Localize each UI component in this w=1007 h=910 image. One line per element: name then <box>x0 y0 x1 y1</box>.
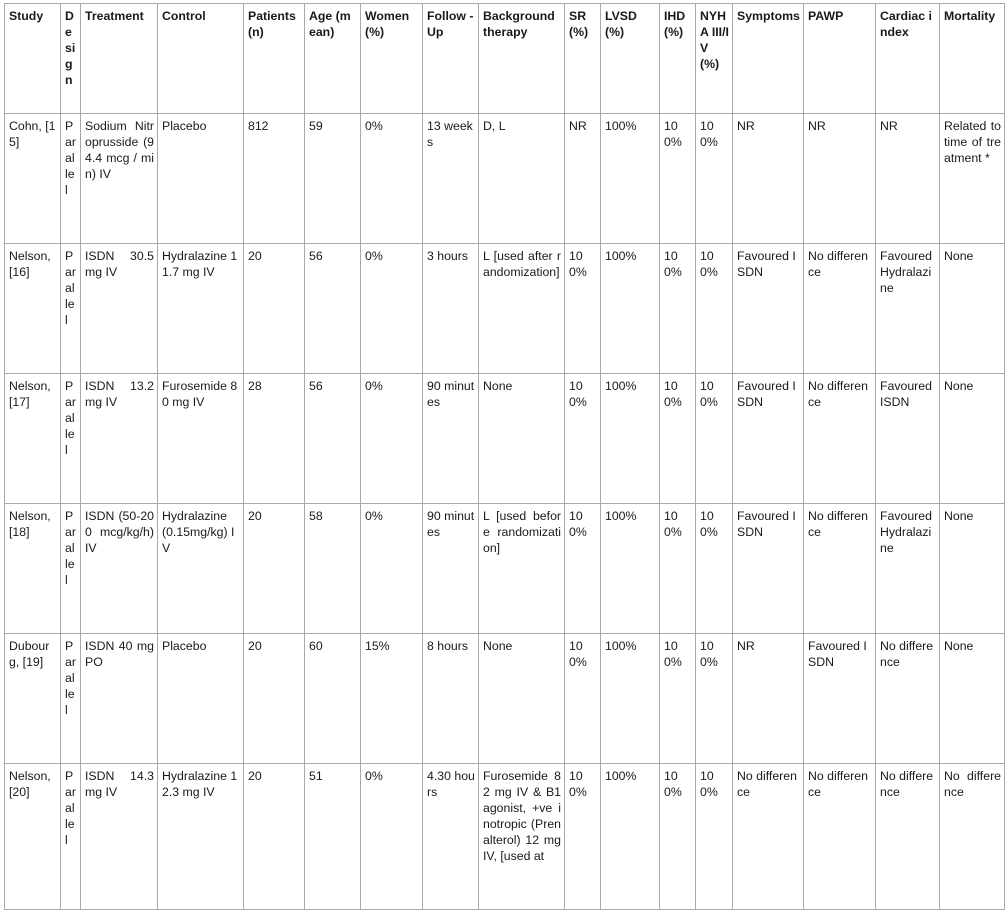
cell-control: Furosemide 80 mg IV <box>158 374 244 504</box>
cell-sr: NR <box>565 114 601 244</box>
header-patients: Patients (n) <box>244 4 305 114</box>
table-row <box>5 634 1005 764</box>
cell-mortality: None <box>940 634 1005 764</box>
cell-study: Nelson, [18] <box>5 504 61 634</box>
cell-pawp: No difference <box>804 374 876 504</box>
cell-sr: 100% <box>565 374 601 504</box>
cell-mortality: No difference <box>940 764 1005 910</box>
cell-background-therapy: L [used before randomization] <box>479 504 565 634</box>
table-row <box>5 504 1005 634</box>
cell-nyha: 100% <box>696 764 733 910</box>
cell-age: 60 <box>305 634 361 764</box>
cell-control: Hydralazine 11.7 mg IV <box>158 244 244 374</box>
cell-ihd: 100% <box>660 374 696 504</box>
cell-study: Nelson, [16] <box>5 244 61 374</box>
cell-ihd: 100% <box>660 114 696 244</box>
cell-control: Placebo <box>158 114 244 244</box>
studies-table <box>4 3 1005 910</box>
cell-cardiac-index: No difference <box>876 764 940 910</box>
cell-pawp: No difference <box>804 504 876 634</box>
cell-pawp: NR <box>804 114 876 244</box>
cell-design: Parallel <box>61 114 81 244</box>
cell-patients: 20 <box>244 244 305 374</box>
cell-treatment: ISDN 30.5 mg IV <box>81 244 158 374</box>
cell-women: 0% <box>361 374 423 504</box>
cell-treatment: ISDN (50-200 mcg/kg/h) IV <box>81 504 158 634</box>
header-row <box>5 4 1005 114</box>
cell-treatment: ISDN 13.2 mg IV <box>81 374 158 504</box>
cell-nyha: 100% <box>696 244 733 374</box>
cell-symptoms: Favoured ISDN <box>733 244 804 374</box>
cell-ihd: 100% <box>660 634 696 764</box>
cell-follow-up: 13 weeks <box>423 114 479 244</box>
cell-background-therapy: Furosemide 82 mg IV & B1 agonist, +ve inotropic (Prenalterol) 12 mg IV, [used at <box>479 764 565 910</box>
cell-women: 15% <box>361 634 423 764</box>
cell-mortality: None <box>940 374 1005 504</box>
cell-nyha: 100% <box>696 634 733 764</box>
cell-mortality: None <box>940 244 1005 374</box>
cell-lvsd: 100% <box>601 374 660 504</box>
cell-cardiac-index: Favoured Hydralazine <box>876 244 940 374</box>
cell-sr: 100% <box>565 764 601 910</box>
table-row <box>5 764 1005 910</box>
header-follow-up: Follow - Up <box>423 4 479 114</box>
cell-control: Hydralazine (0.15mg/kg) IV <box>158 504 244 634</box>
cell-lvsd: 100% <box>601 764 660 910</box>
header-nyha: NYHA III/IV (%) <box>696 4 733 114</box>
cell-design: Parallel <box>61 634 81 764</box>
cell-age: 56 <box>305 244 361 374</box>
cell-background-therapy: None <box>479 634 565 764</box>
cell-mortality: None <box>940 504 1005 634</box>
cell-symptoms: Favoured ISDN <box>733 504 804 634</box>
cell-age: 58 <box>305 504 361 634</box>
cell-background-therapy: L [used after randomization] <box>479 244 565 374</box>
cell-treatment: ISDN 14.3 mg IV <box>81 764 158 910</box>
cell-symptoms: Favoured ISDN <box>733 374 804 504</box>
cell-age: 51 <box>305 764 361 910</box>
cell-cardiac-index: NR <box>876 114 940 244</box>
cell-control: Hydralazine 12.3 mg IV <box>158 764 244 910</box>
cell-symptoms: No difference <box>733 764 804 910</box>
cell-ihd: 100% <box>660 504 696 634</box>
cell-sr: 100% <box>565 634 601 764</box>
cell-background-therapy: D, L <box>479 114 565 244</box>
header-symptoms: Symptoms <box>733 4 804 114</box>
cell-follow-up: 3 hours <box>423 244 479 374</box>
cell-cardiac-index: No difference <box>876 634 940 764</box>
header-mortality: Mortality <box>940 4 1005 114</box>
cell-nyha: 100% <box>696 374 733 504</box>
cell-pawp: No difference <box>804 764 876 910</box>
cell-design: Parallel <box>61 764 81 910</box>
header-treatment: Treatment <box>81 4 158 114</box>
cell-sr: 100% <box>565 504 601 634</box>
cell-symptoms: NR <box>733 634 804 764</box>
header-women: Women (%) <box>361 4 423 114</box>
header-cardiac-index: Cardiac index <box>876 4 940 114</box>
cell-study: Nelson, [20] <box>5 764 61 910</box>
cell-cardiac-index: Favoured ISDN <box>876 374 940 504</box>
cell-symptoms: NR <box>733 114 804 244</box>
cell-design: Parallel <box>61 374 81 504</box>
table-row <box>5 114 1005 244</box>
header-ihd: IHD (%) <box>660 4 696 114</box>
cell-treatment: ISDN 40 mg PO <box>81 634 158 764</box>
cell-lvsd: 100% <box>601 244 660 374</box>
table-row <box>5 244 1005 374</box>
cell-study: Cohn, [15] <box>5 114 61 244</box>
cell-age: 59 <box>305 114 361 244</box>
cell-cardiac-index: Favoured Hydralazine <box>876 504 940 634</box>
cell-treatment: Sodium Nitroprusside (94.4 mcg / min) IV <box>81 114 158 244</box>
cell-background-therapy: None <box>479 374 565 504</box>
cell-design: Parallel <box>61 244 81 374</box>
cell-nyha: 100% <box>696 504 733 634</box>
cell-lvsd: 100% <box>601 114 660 244</box>
cell-patients: 20 <box>244 504 305 634</box>
cell-follow-up: 90 minutes <box>423 374 479 504</box>
cell-patients: 20 <box>244 634 305 764</box>
table-row <box>5 374 1005 504</box>
cell-follow-up: 4.30 hours <box>423 764 479 910</box>
cell-follow-up: 8 hours <box>423 634 479 764</box>
header-lvsd: LVSD (%) <box>601 4 660 114</box>
header-control: Control <box>158 4 244 114</box>
cell-ihd: 100% <box>660 764 696 910</box>
cell-pawp: Favoured ISDN <box>804 634 876 764</box>
cell-study: Nelson, [17] <box>5 374 61 504</box>
cell-patients: 28 <box>244 374 305 504</box>
cell-mortality: Related to time of treatment * <box>940 114 1005 244</box>
header-background-therapy: Background therapy <box>479 4 565 114</box>
cell-women: 0% <box>361 764 423 910</box>
cell-pawp: No difference <box>804 244 876 374</box>
cell-control: Placebo <box>158 634 244 764</box>
cell-age: 56 <box>305 374 361 504</box>
cell-patients: 20 <box>244 764 305 910</box>
cell-sr: 100% <box>565 244 601 374</box>
header-age: Age (mean) <box>305 4 361 114</box>
header-pawp: PAWP <box>804 4 876 114</box>
cell-lvsd: 100% <box>601 634 660 764</box>
header-study: Study <box>5 4 61 114</box>
cell-women: 0% <box>361 504 423 634</box>
cell-women: 0% <box>361 244 423 374</box>
cell-women: 0% <box>361 114 423 244</box>
cell-design: Parallel <box>61 504 81 634</box>
header-sr: SR (%) <box>565 4 601 114</box>
cell-patients: 812 <box>244 114 305 244</box>
cell-follow-up: 90 minutes <box>423 504 479 634</box>
header-design: Design <box>61 4 81 114</box>
cell-study: Dubourg, [19] <box>5 634 61 764</box>
cell-lvsd: 100% <box>601 504 660 634</box>
cell-ihd: 100% <box>660 244 696 374</box>
cell-nyha: 100% <box>696 114 733 244</box>
